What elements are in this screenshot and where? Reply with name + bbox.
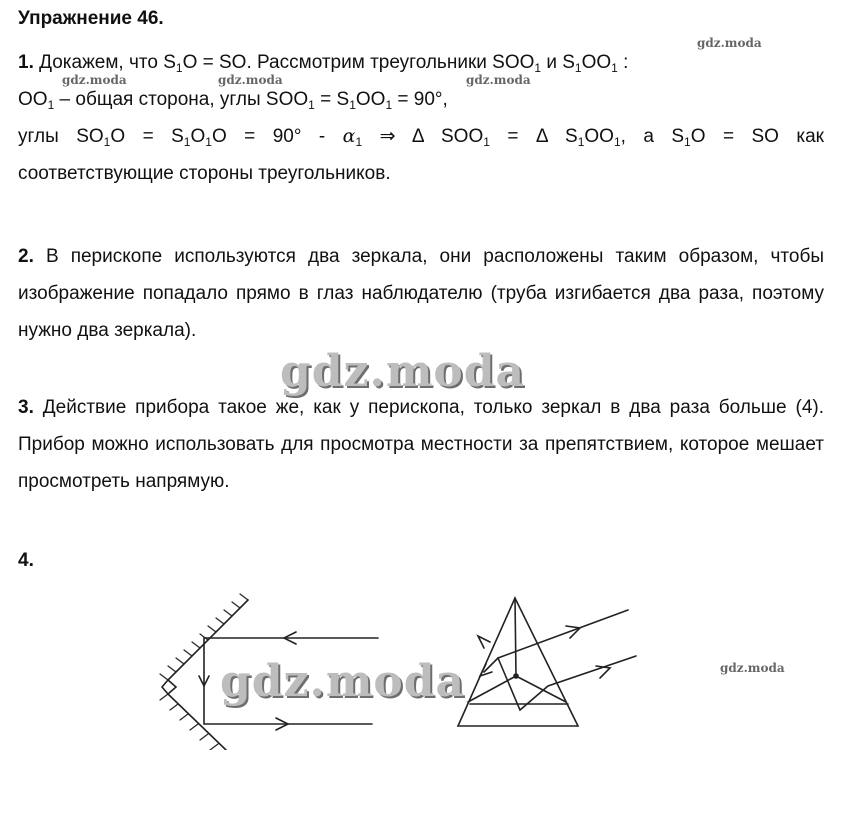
subscript: 1 <box>574 61 582 75</box>
text: углы SO <box>18 126 104 147</box>
text: OO <box>355 89 386 110</box>
subscript: 1 <box>385 98 393 112</box>
subscript: 1 <box>611 61 618 75</box>
text: O = S <box>110 126 184 147</box>
p1-line-4 <box>18 155 824 192</box>
text: Докажем, что S <box>39 52 176 73</box>
subscript: 1 <box>355 135 363 149</box>
watermark-large: gdz.moda <box>280 346 526 397</box>
subscript: 1 <box>577 135 585 149</box>
text: O = SO. Рассмотрим треугольники SOO <box>182 52 535 73</box>
subscript: 1 <box>183 135 191 149</box>
subscript: 1 <box>205 135 212 149</box>
text: OO <box>581 52 612 73</box>
p1-line-3 <box>18 118 824 155</box>
text: , а S <box>620 126 685 147</box>
p1-line-1 <box>18 44 824 81</box>
subscript: 1 <box>175 61 183 75</box>
watermark-small: gdz.moda <box>697 36 762 50</box>
watermark-large: gdz.moda <box>220 656 466 707</box>
text: OO <box>18 89 48 110</box>
watermark-small: gdz.moda <box>62 73 127 87</box>
paragraph-1 <box>18 44 824 192</box>
text: O <box>190 126 206 147</box>
text: = S <box>314 89 350 110</box>
watermark-small: gdz.moda <box>466 73 531 87</box>
text: = Δ S <box>489 126 578 147</box>
paragraph-3 <box>18 389 824 500</box>
alpha-symbol: α <box>342 125 356 147</box>
subscript: 1 <box>47 98 55 112</box>
watermark-small: gdz.moda <box>720 661 785 675</box>
text: соответствующие стороны треугольников. <box>18 163 391 184</box>
text: : <box>617 52 629 73</box>
subscript: 1 <box>534 61 542 75</box>
p1-line-2 <box>18 81 824 118</box>
p2-text: В перископе используются два зеркала, они расположены таким образом, чтобы изображение попадало прямо в глаз наблюдателю (труба изгибается два раза, поэтому нужно два зеркала). <box>18 246 825 341</box>
paragraph-2 <box>18 238 824 349</box>
p4-number: 4. <box>18 550 34 571</box>
subscript: 1 <box>349 98 356 112</box>
text: OO <box>584 126 614 147</box>
text: O = SO как <box>690 126 824 147</box>
p2-number: 2. <box>18 246 34 267</box>
subscript: 1 <box>308 98 315 112</box>
subscript: 1 <box>613 135 621 149</box>
p3-number: 3. <box>18 397 34 418</box>
subscript: 1 <box>684 135 691 149</box>
subscript: 1 <box>483 135 490 149</box>
subscript: 1 <box>103 135 111 149</box>
p1-number: 1. <box>18 52 34 73</box>
text: = 90°, <box>392 89 448 110</box>
watermark-small: gdz.moda <box>218 73 283 87</box>
right-prism-figure <box>458 598 636 726</box>
paragraph-4 <box>18 542 824 579</box>
text: ⇒ Δ SOO <box>362 126 484 147</box>
text: O = 90° - <box>211 126 343 147</box>
page-title: Упражнение 46. <box>18 8 164 29</box>
text: – общая сторона, углы SOO <box>54 89 309 110</box>
text: и S <box>541 52 575 73</box>
p3-text: Действие прибора такое же, как у перископа, только зеркал в два раза больше (4). Прибор можно использовать для просмотра местности за препятствием, которое мешает просмотреть напрямую. <box>18 397 825 492</box>
